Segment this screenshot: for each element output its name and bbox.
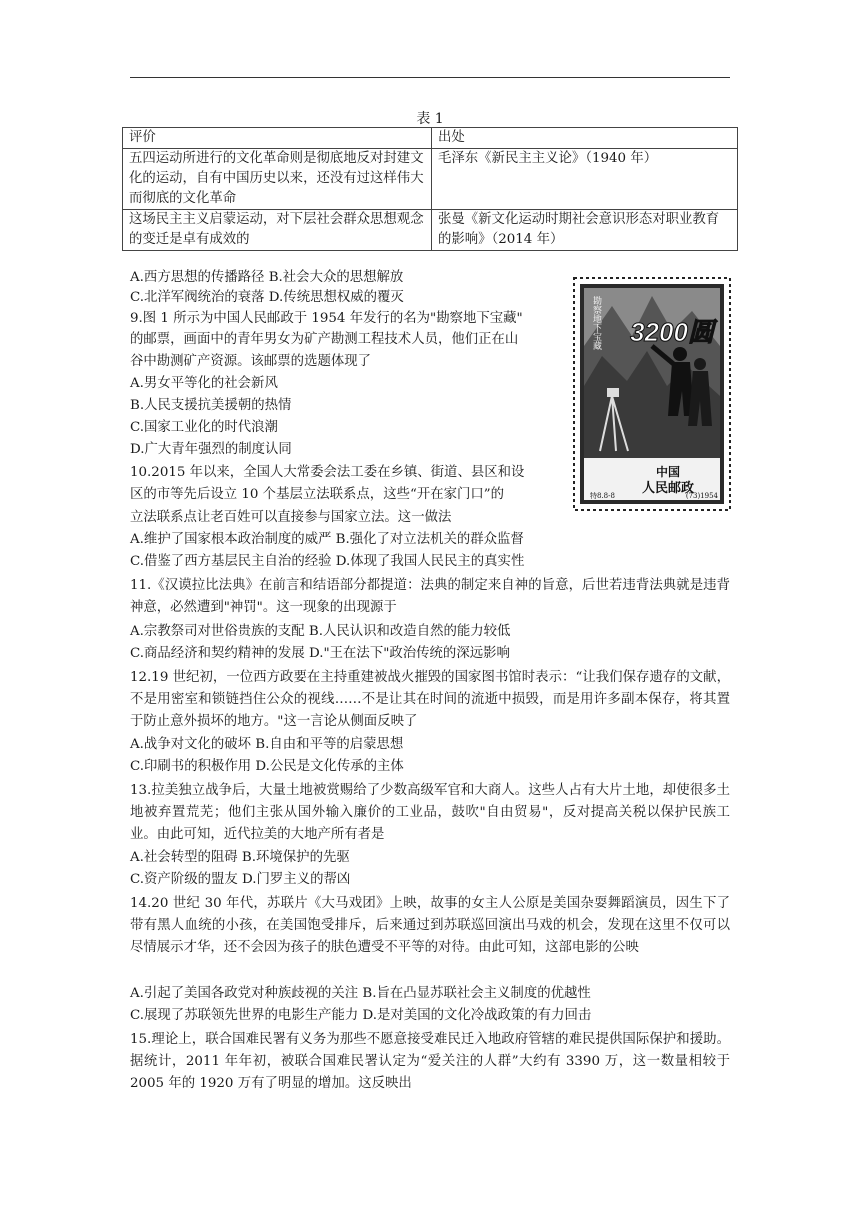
- q13-options-line1: A.社会转型的阻碍 B.环境保护的先驱: [130, 850, 350, 865]
- q12-stem: 12.19 世纪初，一位西方政要在主持重建被战火摧毁的国家图书馆时表示：“让我们保存遗存的文献，不是用密室和锁链挡住公众的视线……不是让其在时间的流逝中损毁，而是用许多副本保存，将其置于防止意外损坏的地方。"这一言论从侧面反映了: [130, 670, 730, 729]
- q9-stem-line2: 的邮票，画面中的青年男女为矿产勘测工程技术人员，他们正在山: [130, 332, 519, 347]
- q9-stem-line3: 谷中勘测矿产资源。该邮票的选题体现了: [130, 354, 372, 369]
- stamp-value: 3200圆: [630, 317, 714, 347]
- q11-stem: 11.《汉谟拉比法典》在前言和结语部分都提道：法典的制定来自神的旨意，后世若违背法典就是违背神意，必然遭到"神罚"。这一现象的出现源于: [130, 578, 730, 615]
- q12-options-line2: C.印刷书的积极作用 D.公民是文化传承的主体: [130, 759, 404, 774]
- q10-stem-line3: 立法联系点让老百姓可以直接参与国家立法。这一做法: [130, 510, 452, 525]
- stamp-code: (73)1954: [685, 492, 718, 500]
- table-header-cell: 评价: [123, 128, 432, 149]
- table-header-row: [123, 128, 738, 149]
- q11-options-line2: C.商品经济和契约精神的发展 D."王在法下"政治传统的深远影响: [130, 646, 510, 661]
- stamp-illustration: [572, 276, 732, 512]
- q15-stem: 15.理论上，联合国难民署有义务为那些不愿意接受难民迁入地政府管辖的难民提供国际保护和援助。据统计，2011 年年初，被联合国难民署认定为“爱关注的人群”大约有 3390 万，这一数量相较于 2005 年的 1920 万有了明显的增加。这反映出: [130, 1032, 730, 1091]
- stamp-post: 人民邮政: [641, 481, 695, 496]
- q8-options-line2: C.北洋军阀统治的衰落 D.传统思想权威的覆灭: [130, 290, 404, 305]
- table-cell: 五四运动所进行的文化革命则是彻底地反对封建文化的运动，自有中国历史以来，还没有过这样伟大而彻底的文化革命: [123, 149, 432, 210]
- q10-options-line2: C.借鉴了西方基层民主自治的经验 D.体现了我国人民民主的真实性: [130, 554, 525, 569]
- stamp-series: 特8.8-8: [590, 492, 615, 500]
- q13-options-line2: C.资产阶级的盟友 D.门罗主义的帮凶: [130, 872, 351, 887]
- q9-option-c: C.国家工业化的时代浪潮: [130, 420, 278, 435]
- q8-options-line1: A.西方思想的传播路径 B.社会大众的思想解放: [130, 270, 404, 285]
- q9-option-d: D.广大青年强烈的制度认同: [130, 442, 292, 457]
- header-rule: [130, 77, 730, 78]
- table-header-cell: 出处: [432, 128, 738, 149]
- q10-options-line1: A.维护了国家根本政治制度的威严 B.强化了对立法机关的群众监督: [130, 532, 524, 547]
- q9-option-a: A.男女平等化的社会新风: [130, 376, 278, 391]
- table-row: [123, 149, 738, 210]
- q9-stem-line1: 9.图 1 所示为中国人民邮政于 1954 年发行的名为"勘察地下宝藏": [130, 311, 523, 326]
- evaluation-table: [122, 127, 738, 251]
- table-row: [123, 210, 738, 251]
- table-cell: 张曼《新文化运动时期社会意识形态对职业教育的影响》（2014 年）: [432, 210, 738, 251]
- table-cell: 这场民主主义启蒙运动，对下层社会群众思想观念的变迁是卓有成效的: [123, 210, 432, 251]
- q14-options-line1: A.引起了美国各政党对种族歧视的关注 B.旨在凸显苏联社会主义制度的优越性: [130, 986, 591, 1001]
- q14-options-line2: C.展现了苏联领先世界的电影生产能力 D.是对美国的文化冷战政策的有力回击: [130, 1008, 592, 1023]
- q10-stem-line2: 区的市等先后设立 10 个基层立法联系点，这些“开在家门口”的: [130, 487, 505, 502]
- stamp-title: 勘察地下宝藏: [591, 296, 601, 350]
- q10-stem-line1: 10.2015 年以来，全国人大常委会法工委在乡镇、街道、县区和设: [130, 465, 525, 480]
- q13-stem: 13.拉美独立战争后，大量土地被赏赐给了少数高级军官和大商人。这些人占有大片土地，却使很多土地被弃置荒芜；他们主张从国外输入廉价的工业品，鼓吹"自由贸易"，反对提高关税以保护民族工业。由此可知，近代拉美的大地产所有者是: [130, 783, 730, 842]
- q11-options-line1: A.宗教祭司对世俗贵族的支配 B.人民认识和改造自然的能力较低: [130, 624, 511, 639]
- table-caption: 表 1: [416, 111, 444, 127]
- q12-options-line1: A.战争对文化的破坏 B.自由和平等的启蒙思想: [130, 737, 404, 752]
- stamp-country: 中国: [655, 465, 681, 479]
- q9-option-b: B.人民支援抗美援朝的热情: [130, 398, 292, 413]
- stamp-figure: [572, 276, 732, 512]
- table-cell: 毛泽东《新民主主义论》（1940 年）: [432, 149, 738, 210]
- q14-stem: 14.20 世纪 30 年代，苏联片《大马戏团》上映，故事的女主人公原是美国杂耍舞蹈演员，因生下了带有黑人血统的小孩，在美国饱受排斥，后来通过到苏联巡回演出马戏的机会，发现在这里不仅可以尽情展示才华，还不会因为孩子的肤色遭受不平等的对待。由此可知，这部电影的公映: [130, 896, 730, 955]
